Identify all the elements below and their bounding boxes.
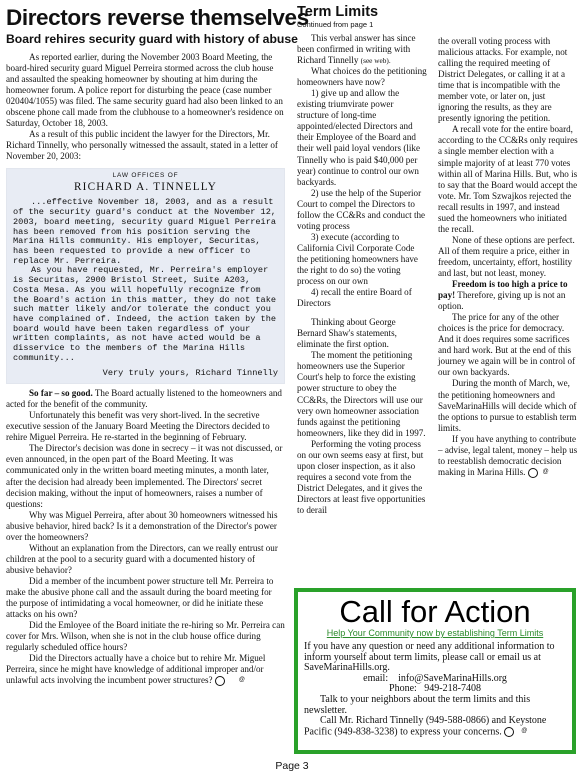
quoted-letter bbox=[6, 168, 285, 384]
letter-signoff: Very truly yours, Richard Tinnelly bbox=[102, 368, 278, 379]
article-paragraph: As reported earlier, during the November 2003 Board Meeting, the board-hired security guard Miguel Perreira stormed across the club house and assaulted the speaking homeowner by shouting at him during the homeowner forum. A police report for disturbing the peace (case number 020404/1055) was filed. The same security guard had also been linked to an obscene phone call made from the clubhouse to a homeowner's residence on Saturday, October 18, 2003. bbox=[6, 52, 284, 129]
letter-paragraph: ...effective November 18, 2003, and as a result of the security guard's conduct at the November 12, 2003, board meeting, security guard Miguel Perreira has been removed from his position serving the Marina Hills community. His employer, Securitas, has been requested to provide a new officer to replace Mr. Perreira. bbox=[13, 197, 277, 266]
phone-number: 949-218-7408 bbox=[424, 683, 481, 695]
so-far-rest: The Board actually listened to the homeowners and acted for the benefit of the community. bbox=[6, 388, 282, 410]
term-limits-paragraph bbox=[438, 434, 578, 478]
term-limits-paragraph: A recall vote for the entire board, according to the CC&Rs only requires a single member election with a simple majority of at least 770 votes within all of Marina Hills. But, who is to say that the Board would accept the vote. Mr. Tom Szwajkos rejected the recall results in 1997, and instead sued the homeowners who initiated the recall. bbox=[438, 124, 578, 234]
article-paragraph: Why was Miguel Perreira, after about 30 homeowners witnessed his abusive behavior, hired back? Is it a demonstration of the Director's power over the homeowners? bbox=[6, 509, 278, 542]
call-tinnelly bbox=[304, 716, 566, 737]
letterhead-name: RICHARD A. TINNELLY bbox=[74, 181, 217, 194]
freedom-rest: Therefore, giving up is not an option. bbox=[438, 290, 566, 312]
term-limits-paragraph: the overall voting process with malicious attacks. For example, not calling the required meeting of District Delegates, or calling it at a time that is incompatible with the member vote, or later on, just ignoring the results, as they are presently ignoring the petition. bbox=[438, 36, 568, 124]
term-limits-paragraph: During the month of March, we, the petitioning homeowners and SaveMarinaHills will decide which of the options to pursue to establish term limits. bbox=[438, 378, 577, 433]
term-limits-paragraph: Thinking about George Bernard Shaw's statements, eliminate the first option. bbox=[297, 317, 397, 350]
end-mark-icon: @ bbox=[504, 727, 514, 737]
so-far-lead: So far – so good. bbox=[29, 388, 93, 399]
term-limits-last-text: If you have anything to contribute – advise, legal talent, money – help us to reestablish democratic decision making in Marina Hills. bbox=[438, 433, 578, 477]
freedom-bold: Freedom is too high a price to pay! bbox=[438, 279, 568, 301]
call-for-action-tagline[interactable]: Help Your Community now by establishing Term Limits bbox=[326, 628, 544, 638]
article-paragraph bbox=[6, 388, 285, 410]
term-limits-paragraph: Performing the voting process on our own seems easy at first, but upon closer inspection, as it also requires a second vote from the District Delegates, and it gives the Directors at least five opportunities to derail bbox=[297, 438, 426, 515]
term-limits-paragraph: The moment the petitioning homeowners use the Superior Court's help to force the existing power structure to obey the CC&Rs, the Directors will use our very own homeowner association funds against the petitioning homeowners, like they did in 1997. bbox=[297, 350, 426, 438]
call-for-action-title: Call for Action bbox=[339, 594, 531, 629]
article-paragraph: The Director's decision was done in secrecy – it was not discussed, or even announced, in the open part of the Board Meeting. It was communicated only in the written board meeting minutes, a month later, after the decision had already been implemented. The Directors' secret decision making, without the input of homeowners, raises a number of questions: bbox=[6, 443, 283, 509]
email-label: email: bbox=[363, 672, 389, 684]
letter-paragraph: As you have requested, Mr. Perreira's employer is Securitas, 2900 Bristol Street, Suite A203, Costa Mesa. As you will hopefully recognize from the Board's action in this matter, they do not take such matter likely and/or tolerate the conduct you have complained of. Indeed, the action taken by the board would have been taken regardless of your written complaints, as not have acted would be a disservice to the members of the Marina Hills community... bbox=[13, 265, 277, 363]
call-text: Call Mr. Richard Tinnelly (949-588-0866) and Keystone Pacific (949-838-3238) to express your concerns. bbox=[304, 715, 547, 738]
article-paragraph: As a result of this public incident the lawyer for the Directors, Mr. Richard Tinnelly, who personally witnessed the assault, stated in a letter of November 20, 2003: bbox=[6, 129, 278, 162]
article-headline: Directors reverse themselves bbox=[6, 5, 309, 30]
contact-intro: If you have any question or need any additional information to inform yourself about term limits, please call or email us at SaveMarinaHills.org. bbox=[304, 641, 555, 674]
article-last-text: Did the Directors actually have a choice but to rehire Mr. Miguel Perreira, since he might have knowledge of additional improper and/or unlawful acts involving the incumbent power structures? bbox=[6, 653, 266, 686]
option-item: 3) execute (according to California Civil Corporate Code the petitioning homeowners have the right to do so) the voting process on our own bbox=[297, 231, 418, 287]
end-mark-icon: @ bbox=[215, 676, 225, 686]
article-subheadline: Board rehires security guard with history of abuse bbox=[6, 32, 298, 46]
term-limits-paragraph: None of these options are perfect. All of them require a price, either in freedom, uncertainty, effort, hostility and last, but not least, money. bbox=[438, 234, 575, 278]
option-item: 1) give up and allow the existing triumvirate power structure of long-time appointed/elected Directors and their Employee of the Board and their well paid loyal vendors (like Tinnelly who is paid $40,000 per year) continue to control our own backyards. bbox=[297, 88, 420, 187]
call-for-action-box bbox=[294, 588, 576, 754]
article-paragraph: Unfortunately this benefit was very short-lived. In the secretive executive session of the January Board Meeting the Directors decided to rehire Miguel Perreira. He re-started in the beginning of February. bbox=[6, 410, 270, 443]
continued-note: Continued from page 1 bbox=[297, 20, 374, 29]
end-mark-icon: @ bbox=[528, 468, 538, 478]
article-paragraph: Did the Emloyee of the Board initiate the re-hiring so Mr. Perreira can cover for Mrs. Wilson, when she is not in the club house office during regularly scheduled office hours? bbox=[6, 620, 285, 653]
email-link[interactable]: info@SaveMarinaHills.org bbox=[398, 672, 507, 684]
article-paragraph: Without an explanation from the Directors, can we really entrust our children at the pool to a security guard with a documented history of abusive behavior? bbox=[6, 542, 278, 575]
page-number: Page 3 bbox=[275, 760, 309, 772]
article-paragraph: Did a member of the incumbent power structure tell Mr. Perreira to make the abusive phone call and the assault during the board meeting for the purpose of intimidating a vocal homeowner, or did he initiate these attacks on his own? bbox=[6, 575, 274, 620]
phone-label: Phone: bbox=[389, 683, 417, 695]
letterhead-label: LAW OFFICES OF bbox=[112, 172, 179, 180]
term-limits-paragraph: The price for any of the other choices is the price for democracy. And it does requires some sacrifices and hard work. But at the end of this journey we again will be in control of our own backyards. bbox=[438, 312, 576, 378]
article-left-column bbox=[6, 4, 309, 686]
term-limits-right-column bbox=[438, 36, 578, 478]
see-web-note: (see web). bbox=[360, 56, 391, 66]
option-item: 2) use the help of the Superior Court to compel the Directors to follow the CC&Rs and conduct the voting process bbox=[297, 187, 426, 231]
term-limits-text: This verbal answer has since been confirmed in writing with Richard Tinnelly bbox=[297, 33, 416, 66]
term-limits-title: Term Limits bbox=[297, 4, 379, 20]
term-limits-middle-column bbox=[297, 4, 427, 516]
term-limits-paragraph: What choices do the petitioning homeowners have now? bbox=[297, 66, 427, 88]
term-limits-paragraph bbox=[297, 33, 427, 66]
option-item: 4) recall the entire Board of Directors bbox=[297, 287, 412, 309]
article-paragraph bbox=[6, 653, 285, 686]
talk-neighbors: Talk to your neighbors about the term limits and this newsletter. bbox=[304, 693, 531, 716]
term-limits-paragraph bbox=[438, 279, 578, 312]
